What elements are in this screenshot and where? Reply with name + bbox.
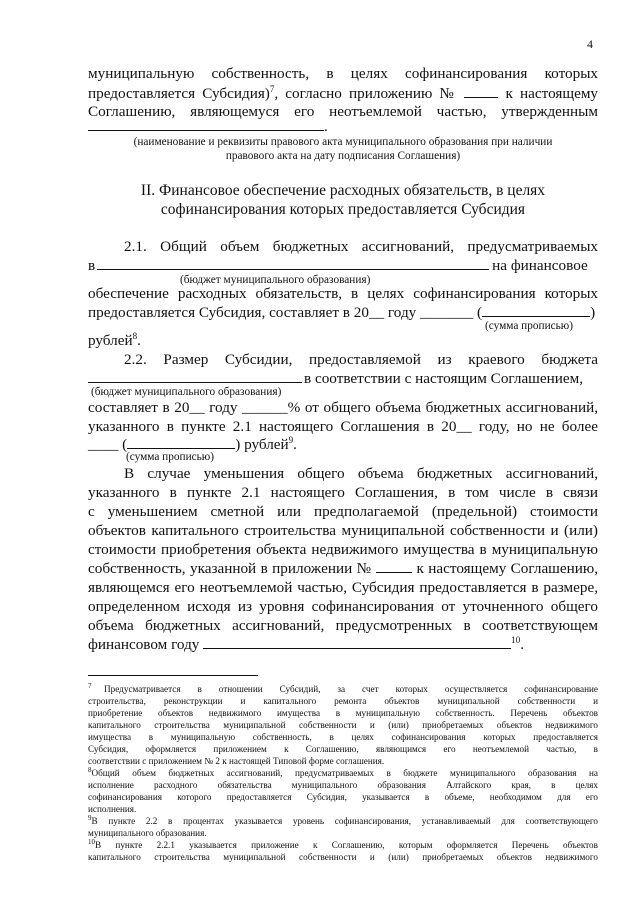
legal-act-note-2: правового акта на дату подписания Соглашения) [225, 150, 461, 162]
p22-line-1: 2.2. Размер Субсидии, предоставляемой из краевого бюджета [124, 351, 598, 368]
p21-line-2 [88, 256, 598, 276]
sum-note: (сумма прописью) [126, 451, 214, 463]
blank-line [464, 83, 498, 98]
intro-line-1: муниципальную собственность, в целях софинансирования которых [88, 65, 598, 82]
blank-line [482, 303, 590, 317]
decrease-text: финансовом году [88, 636, 200, 653]
p22-text: в соответствии с настоящим Соглашением, [304, 370, 584, 387]
decrease-line-6 [88, 559, 598, 579]
decrease-line-10 [88, 635, 598, 655]
footnote-separator [88, 675, 258, 676]
period: . [520, 636, 524, 653]
footnote-9-line [88, 815, 598, 827]
p21-line-1: 2.1. Общий объем бюджетных ассигнований, предусматриваемых [124, 238, 598, 255]
intro-line-2 [88, 83, 598, 104]
legal-act-note-1: (наименование и реквизиты правового акта муниципального образования при наличии [133, 136, 553, 148]
footnote-7-line [88, 683, 598, 695]
decrease-line-9: объема бюджетных ассигнований, предусмотренных в соответствующем [88, 617, 598, 634]
decrease-line-7: являющемся его неотъемлемой частью, Субсидия предоставляется в размере, [88, 579, 598, 596]
footnote-number: 10 [88, 837, 95, 846]
footnote-8-line: исполнения. [88, 804, 137, 814]
p21-text: в [88, 257, 96, 274]
footnote-7-line: приобретение объектов недвижимого имущества в муниципальную собственность. Перечень объектов [88, 708, 598, 718]
footnote-7-line: строительства, реконструкции и капитального ремонта объектов муниципальной собственности и [88, 696, 598, 706]
blank-line [203, 635, 511, 649]
p22-line-3: составляет в 20__ году ______% от общего объема бюджетных ассигнований, [88, 399, 598, 416]
intro-text: , согласно приложению № [274, 85, 458, 102]
footnote-number: 8 [88, 765, 92, 774]
intro-line-4 [88, 116, 598, 137]
decrease-line-2: указанного в пункте 2.1 настоящего Соглашения, в том числе в связи [88, 484, 598, 501]
p21-text: рублей [88, 332, 133, 349]
decrease-line-5: стоимости приобретения объекта недвижимого имущества в муниципальную [88, 541, 598, 558]
period: . [324, 118, 328, 135]
footnote-8-line [88, 767, 598, 779]
decrease-text: к настоящему Соглашению, [416, 560, 599, 577]
blank-line [127, 435, 235, 449]
sum-note: (сумма прописью) [485, 320, 573, 332]
period: . [293, 436, 297, 453]
decrease-line-8: определенном исходя из уровня софинансирования от уточненного общего [88, 598, 598, 615]
intro-line-3: Соглашению, являющемуся его неотъемлемой частью, утвержденным [88, 103, 598, 120]
intro-text: к настоящему [505, 85, 599, 102]
p22-text: ____ ( [88, 436, 128, 453]
footnote-number: 7 [88, 681, 92, 690]
footnote-10-line: капитального строительства муниципальной собственности и (или) приобретаемых объектов недвижимого [88, 852, 598, 862]
decrease-line-1: В случае уменьшения общего объема бюджетных ассигнований, [124, 465, 598, 482]
footnote-7-line: Субсидия, оформляется приложением к Соглашению, являющимся его неотъемлемой частью, в [88, 744, 598, 754]
section-title-line-2: софинансирования которых предоставляется Субсидия [160, 201, 526, 218]
footnote-text: В пункте 2.2 в процентах указывается уровень софинансирования, устанавливаемый для соответствующего [91, 816, 598, 826]
p22-text: ) рублей [235, 436, 289, 453]
p21-line-5 [88, 331, 598, 351]
page-number: 4 [587, 37, 593, 51]
budget-note: (бюджет муниципального образования) [180, 274, 371, 286]
blank-line [376, 559, 412, 573]
footnote-7-line: капитального строительства муниципальной собственности и (или) приобретаемых объектов недвижимого [88, 720, 598, 730]
blank-line [97, 256, 489, 270]
footnote-number: 9 [88, 813, 92, 822]
footnote-10-line [88, 839, 598, 851]
footnote-8-line: софинансирования которого предоставляется Субсидия, указывается в объеме, необходимом для его [88, 792, 598, 802]
blank-line [88, 116, 324, 131]
footnote-ref-7: 7 [269, 83, 275, 94]
budget-note: (бюджет муниципального образования) [91, 386, 282, 398]
footnote-7-line: имущества в муниципальную собственность, в целях софинансирования которых предоставляется [88, 732, 598, 742]
blank-line [88, 369, 302, 383]
decrease-line-4: объектов капитального строительства муниципальной собственности и (или) [88, 522, 598, 539]
footnote-text: В пункте 2.2.1 указывается приложение к Соглашению, которым оформляется Перечень объектов [95, 840, 598, 850]
section-title-line-1: II. Финансовое обеспечение расходных обязательств, в целях [140, 182, 546, 199]
footnote-text: Общий объем бюджетных ассигнований, предусматриваемых в бюджете муниципального образования на [91, 768, 598, 778]
footnote-ref-9: 9 [288, 434, 294, 445]
p21-text: ) [590, 304, 596, 321]
p21-line-3: обеспечение расходных обязательств, в целях софинансирования которых [88, 285, 598, 302]
p22-line-4: указанного в пункте 2.1 настоящего Соглашения в 20__ году, но не более [88, 418, 598, 435]
footnote-ref-8: 8 [132, 330, 138, 341]
decrease-text: собственность, указанной в приложении № [88, 560, 372, 577]
footnote-7-line: соответствии с приложением № 2 к настоящей Типовой форме соглашения. [88, 756, 385, 766]
footnote-9-line: муниципального образования. [88, 828, 207, 838]
intro-text: предоставляется Субсидия) [88, 85, 270, 102]
footnote-text: Предусматривается в отношении Субсидий, за счет которых осуществляется софинансирование [104, 684, 598, 694]
decrease-line-3: с уменьшением сметной или предполагаемой (предельной) стоимости [88, 503, 598, 520]
footnote-8-line: исполнение расходного обязательства муниципального образования Алтайского края, в целях [88, 780, 598, 790]
p21-text: предоставляется Субсидия, составляет в 20__ году _______ ( [88, 304, 483, 321]
footnote-ref-10: 10 [511, 634, 521, 645]
p21-text: на финансовое [492, 257, 588, 274]
period: . [137, 332, 141, 349]
